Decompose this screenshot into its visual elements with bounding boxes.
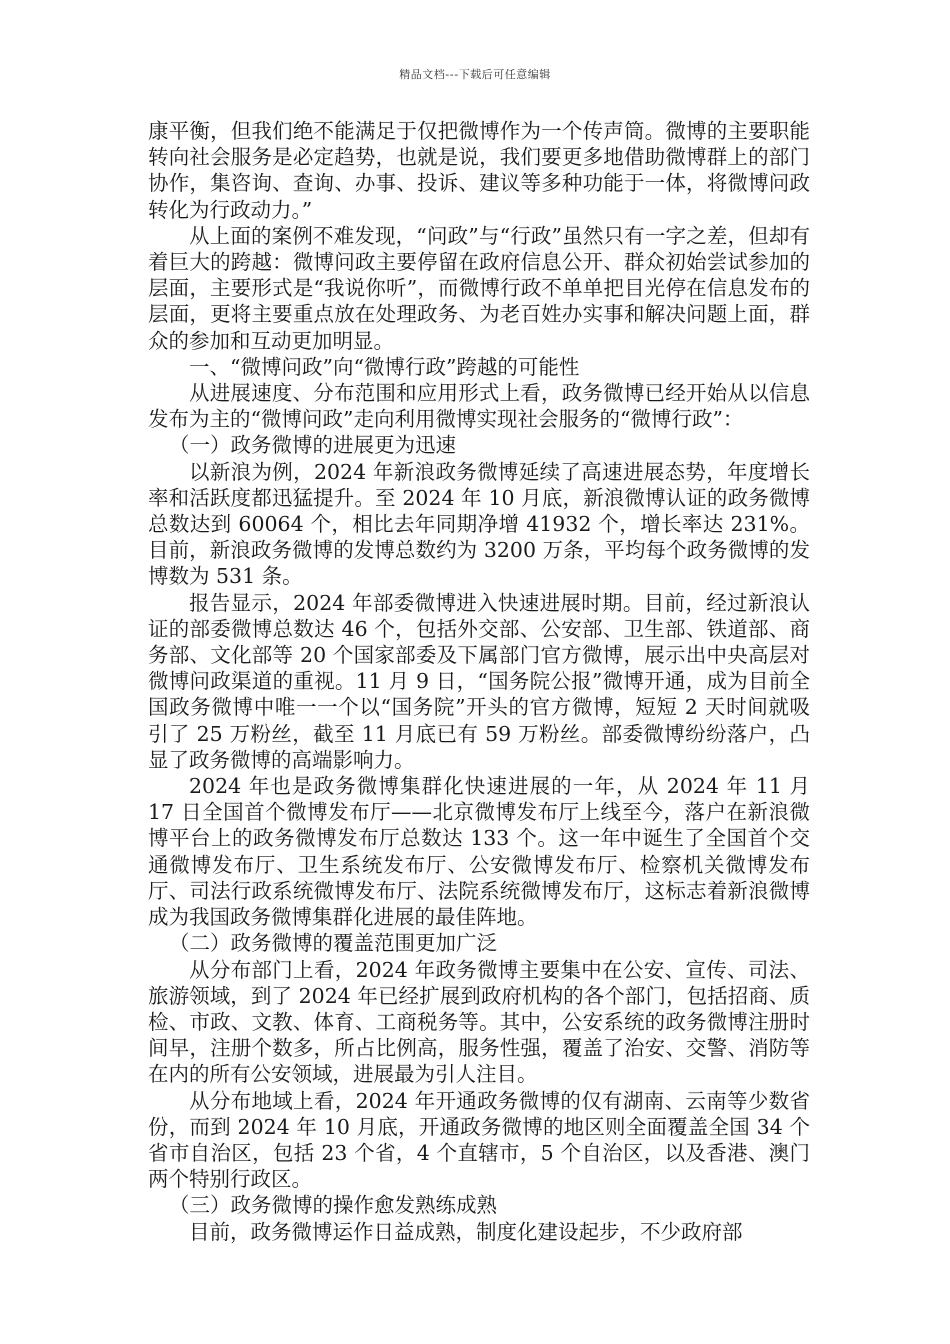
paragraph: 从进展速度、分布范围和应用形式上看，政务微博已经开始从以信息发布为主的“微博问政”走向利用微博实现社会服务的“微博行政”： xyxy=(148,381,810,432)
paragraph: 2024 年也是政务微博集群化快速进展的一年，从 2024 年 11 月 17 日全国首个微博发布厅——北京微博发布厅上线至今，落户在新浪微博平台上的政务微博发布厅总数达 133 个。这一年中诞生了全国首个交通微博发布厅、卫生系统发布厅、公安微博发布厅、检察机关微博发布厅、司法行政系统微博发布厅、法院系统微博发布厅，这标志着新浪微博成为我国政务微博集群化进展的最佳阵地。 xyxy=(148,774,810,930)
document-body xyxy=(148,118,810,1245)
paragraph: 从上面的案例不难发现，“问政”与“行政”虽然只有一字之差，但却有着巨大的跨越：微博问政主要停留在政府信息公开、群众初始尝试参加的层面，主要形式是“我说你听”，而微博行政不单单把目光停在信息发布的层面，更将主要重点放在处理政务、为老百姓办实事和解决问题上面，群众的参加和互动更加明显。 xyxy=(148,223,810,353)
subsection-heading: （三）政务微博的操作愈发熟练成熟 xyxy=(169,1193,497,1218)
paragraph: 康平衡，但我们绝不能满足于仅把微博作为一个传声筒。微博的主要职能转向社会服务是必定趋势，也就是说，我们要更多地借助微博群上的部门协作，集咨询、查询、办事、投诉、建议等多种功能于一体，将微博问政转化为行政动力。” xyxy=(148,119,810,222)
paragraph: 目前，政务微博运作日益成熟，制度化建设起步，不少政府部 xyxy=(189,1219,743,1244)
paragraph: 从分布地域上看，2024 年开通政务微博的仅有湖南、云南等少数省份，而到 2024 年 10 月底，开通政务微博的地区则全面覆盖全国 34 个省市自治区，包括 23 个省，4 个直辖市，5 个自治区，以及香港、澳门两个特别行政区。 xyxy=(148,1088,810,1192)
subsection-heading: （一）政务微博的进展更为迅速 xyxy=(169,433,456,458)
page-header: 精品文档---下载后可任意编辑 xyxy=(399,68,551,81)
section-heading: 一、“微博问政”向“微博行政”跨越的可能性 xyxy=(189,354,580,379)
subsection-heading: （二）政务微博的覆盖范围更加广泛 xyxy=(169,931,497,956)
paragraph: 报告显示，2024 年部委微博进入快速进展时期。目前，经过新浪认证的部委微博总数达 46 个，包括外交部、公安部、卫生部、铁道部、商务部、文化部等 20 个国家部委及下属部门官方微博，展示出中央高层对微博问政渠道的重视。11 月 9 日，“国务院公报”微博开通，成为目前全国政务微博中唯一一个以“国务院”开头的官方微博，短短 2 天时间就吸引了 25 万粉丝，截至 11 月底已有 59 万粉丝。部委微博纷纷落户，凸显了政务微博的高端影响力。 xyxy=(148,590,810,772)
paragraph: 从分布部门上看，2024 年政务微博主要集中在公安、宣传、司法、旅游领域，到了 2024 年已经扩展到政府机构的各个部门，包括招商、质检、市政、文教、体育、工商税务等。其中，公安系统的政务微博注册时间早，注册个数多，所占比例高，服务性强，覆盖了治安、交警、消防等在内的所有公安领域，进展最为引人注目。 xyxy=(148,957,810,1087)
paragraph: 以新浪为例，2024 年新浪政务微博延续了高速进展态势，年度增长率和活跃度都迅猛提升。至 2024 年 10 月底，新浪微博认证的政务微博总数达到 60064 个，相比去年同期净增 41932 个，增长率达 231%。目前，新浪政务微博的发博总数约为 3200 万条，平均每个政务微博的发博数为 531 条。 xyxy=(148,459,810,589)
